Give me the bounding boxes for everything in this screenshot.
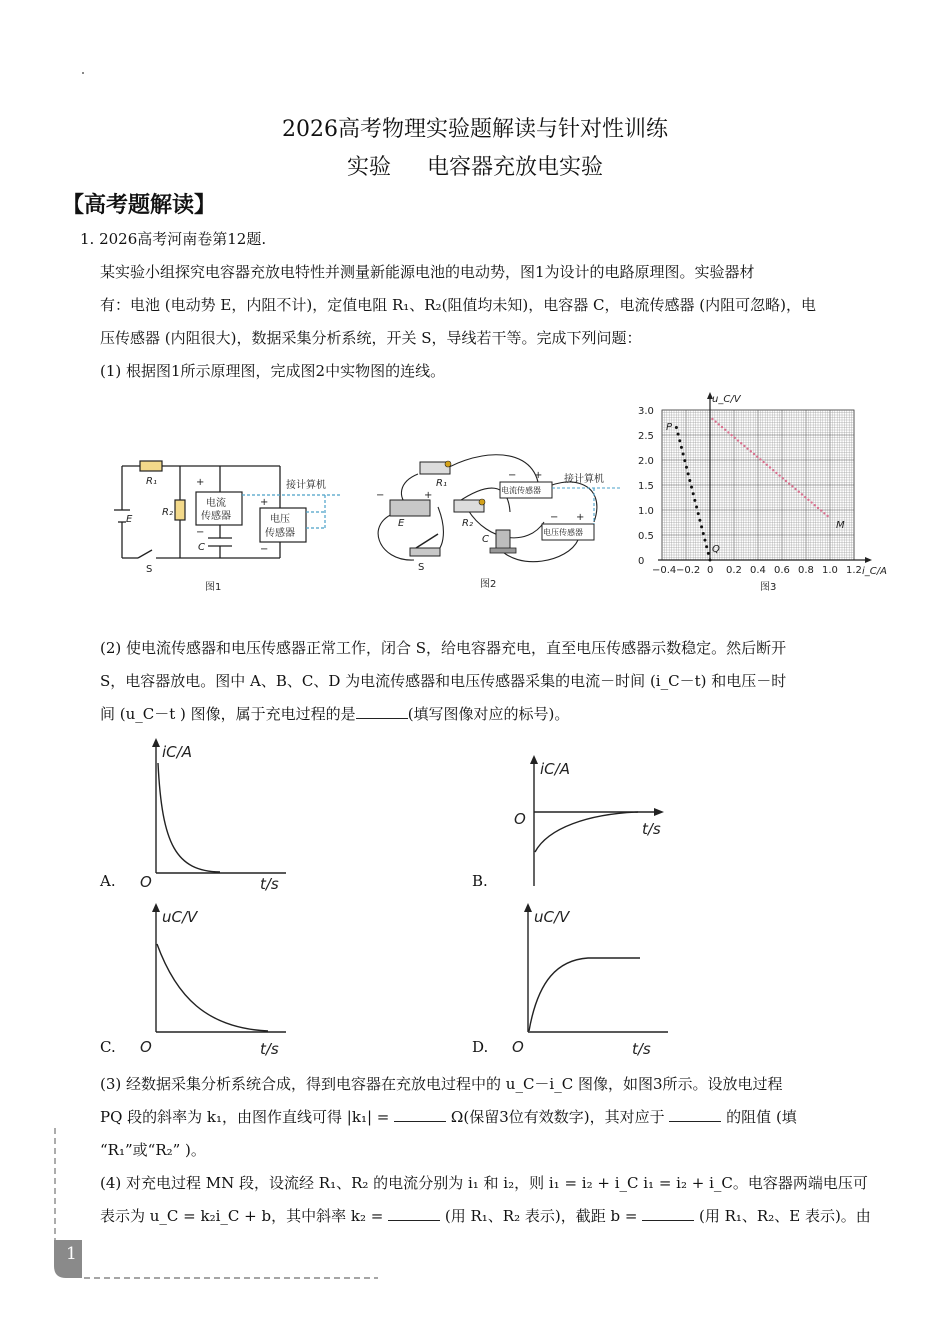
figure-3-graph	[636, 388, 896, 593]
answer-blank-resistor[interactable]	[669, 1107, 721, 1122]
fig3-x-tick: 0.2	[726, 565, 742, 576]
fig3-pq-point	[705, 545, 708, 548]
figure-1-circuit	[100, 440, 360, 595]
fig3-mn-point	[724, 429, 726, 431]
fig3-pq-point	[682, 453, 685, 456]
fig3-mn-point	[820, 509, 822, 511]
paragraph-line-4: (1) 根据图1所示原理图，完成图2中实物图的连线。	[100, 362, 446, 380]
fig3-pq-point	[678, 439, 681, 442]
option-d-ylabel: uC/V	[534, 908, 570, 926]
fig3-x-tick: 0.8	[798, 565, 814, 576]
fig3-mn-point	[801, 493, 803, 495]
stray-dot	[82, 72, 84, 74]
option-c-label[interactable]: C.	[100, 1038, 116, 1056]
fig3-mn-point	[730, 434, 732, 436]
fig2-current-sensor-label: 电流传感器	[501, 486, 541, 495]
answer-blank-b[interactable]	[642, 1206, 694, 1221]
option-c-ylabel: uC/V	[162, 908, 198, 926]
svg-text:+: +	[534, 470, 543, 481]
fig3-mn-point	[756, 456, 758, 458]
fig3-mn-point	[782, 477, 784, 479]
fig2-r2-label: R₂	[462, 518, 473, 529]
fig3-pq-point	[693, 499, 696, 502]
fig3-mn-point	[798, 491, 800, 493]
fig1-r2-label: R₂	[162, 507, 173, 518]
fig3-x-tick: 0.6	[774, 565, 790, 576]
fig3-mn-point	[804, 496, 806, 498]
svg-text:−: −	[196, 527, 205, 538]
fig3-y-tick: 3.0	[638, 406, 654, 417]
fig2-e-label: E	[398, 518, 405, 529]
option-a-xlabel: t/s	[260, 875, 279, 893]
fig1-s-label: S	[146, 564, 153, 575]
answer-blank-part2[interactable]	[356, 704, 408, 719]
fig3-mn-point	[759, 458, 761, 460]
fig1-caption: 图1	[205, 582, 222, 593]
part2-line-3-tail: (填写图像对应的标号)。	[407, 705, 570, 723]
fig3-mn-point	[766, 464, 768, 466]
fig3-mn-point	[814, 504, 816, 506]
svg-text:+: +	[424, 490, 433, 501]
option-a-graph	[136, 735, 296, 895]
fig2-voltage-sensor-label: 电压传感器	[543, 528, 583, 537]
fig3-mn-point	[772, 469, 774, 471]
option-c-xlabel: t/s	[260, 1040, 279, 1058]
part2-line-3-text: 间 (u_C－t ) 图像，属于充电过程的是	[100, 705, 356, 723]
fig3-x-tick: 1.2	[846, 565, 862, 576]
svg-text:−: −	[260, 544, 269, 555]
fig3-mn-point	[823, 512, 825, 514]
fig3-mn-point	[791, 485, 793, 487]
fig3-pq-point	[692, 492, 695, 495]
part4-line-2-a: 表示为 u_C = k₂i_C + b，其中斜率 k₂ =	[100, 1207, 384, 1225]
subtitle-part-b: 电容器充放电实验	[427, 155, 604, 180]
fig3-mn-point	[734, 437, 736, 439]
svg-text:−: −	[550, 512, 559, 523]
option-b-graph	[508, 752, 678, 892]
fig3-pq-point	[698, 519, 701, 522]
fig1-r1-label: R₁	[146, 476, 157, 487]
option-b-origin: O	[514, 810, 526, 828]
option-b-xlabel: t/s	[642, 820, 661, 838]
paragraph-line-3: 压传感器 (内阻很大)，数据采集分析系统，开关 S，导线若干等。完成下列问题：	[100, 329, 642, 347]
fig2-switch	[410, 548, 440, 556]
svg-text:−: −	[376, 490, 385, 501]
fig3-mn-point	[714, 420, 716, 422]
question-number: 1. 2026高考河南卷第12题.	[80, 230, 267, 248]
fig3-point-p-label: P	[666, 422, 673, 433]
svg-text:−: −	[508, 470, 517, 481]
fig3-x-tick: 0.4	[750, 565, 766, 576]
svg-text:+: +	[576, 512, 585, 523]
paragraph-line-2: 有：电池 (电动势 E，内阻不计)，定值电阻 R₁、R₂(阻值均未知)，电容器 C，电流传感器 (内阻可忽略)，电	[100, 296, 816, 314]
fig2-s-label: S	[418, 562, 425, 573]
fig1-r2-resistor	[175, 500, 185, 520]
fig3-pq-point	[675, 426, 678, 429]
fig3-pq-point	[695, 506, 698, 509]
part3-line-2-a: PQ 段的斜率为 k₁，由图作直线可得 |k₁| =	[100, 1108, 390, 1126]
fig3-mn-point	[721, 426, 723, 428]
fig3-pq-point	[677, 433, 680, 436]
fig3-mn-point	[762, 461, 764, 463]
fig1-current-sensor-line2: 传感器	[201, 511, 231, 522]
fig3-pq-point	[685, 466, 688, 469]
fig3-mn-point	[718, 423, 720, 425]
answer-blank-k2[interactable]	[388, 1206, 440, 1221]
part2-line-2: S，电容器放电。图中 A、B、C、D 为电流传感器和电压传感器采集的电流－时间 (i_C－t) 和电压－时	[100, 672, 787, 690]
fig3-y-tick: 1.0	[638, 506, 654, 517]
fig3-point-m-label: M	[836, 520, 845, 531]
fig3-pq-point	[707, 552, 710, 555]
fig3-x-tick: 0	[707, 565, 714, 576]
fig3-mn-point	[746, 447, 748, 449]
fig3-mn-point	[753, 453, 755, 455]
fig3-mn-point	[743, 445, 745, 447]
fig3-pq-point	[688, 479, 691, 482]
fig3-x-axis-arrow	[865, 557, 872, 563]
fig2-computer-label: 接计算机	[564, 474, 604, 485]
part2-line-3	[100, 698, 569, 731]
part4-line-1: (4) 对充电过程 MN 段，设流经 R₁、R₂ 的电流分别为 i₁ 和 i₂，则 i₁ = i₂ + i_C i₁ = i₂ + i_C。电容器两端电压可	[100, 1174, 868, 1192]
fig3-mn-point	[810, 501, 812, 503]
fig1-r1-resistor	[140, 461, 162, 471]
option-d-xlabel: t/s	[632, 1040, 651, 1058]
fig3-mn-point	[778, 474, 780, 476]
option-a-label[interactable]: A.	[100, 872, 116, 890]
fig3-y-tick: 0.5	[638, 531, 654, 542]
fig3-pq-point	[690, 486, 693, 489]
fig1-e-label: E	[126, 514, 133, 525]
fig1-current-sensor-line1: 电流	[206, 498, 226, 509]
fig3-mn-point	[769, 466, 771, 468]
page-title: 2026高考物理实验题解读与针对性训练	[282, 117, 668, 142]
fig2-caption: 图2	[480, 579, 497, 590]
fig1-computer-label: 接计算机	[286, 480, 326, 491]
part4-line-2-b: (用 R₁、R₂ 表示)，截距 b =	[444, 1207, 638, 1225]
fig1-voltage-sensor-line1: 电压	[270, 514, 290, 525]
page-corner-decoration	[52, 1128, 382, 1284]
part3-line-3: “R₁”或“R₂” )。	[100, 1141, 206, 1159]
fig3-mn-point	[794, 488, 796, 490]
fig3-pq-point	[687, 472, 690, 475]
fig3-mn-point	[788, 482, 790, 484]
option-c-graph	[136, 900, 296, 1060]
fig3-mn-point	[727, 431, 729, 433]
part3-line-2-c: 的阻值 (填	[726, 1108, 797, 1126]
svg-text:+: +	[260, 497, 269, 508]
fig3-pq-point	[680, 446, 683, 449]
fig3-mn-point	[750, 450, 752, 452]
option-b-ylabel: iC/A	[540, 760, 570, 778]
fig3-y-tick: 1.5	[638, 481, 654, 492]
answer-blank-k1[interactable]	[394, 1107, 446, 1122]
fig3-pq-point	[702, 532, 705, 535]
fig1-c-label: C	[198, 542, 205, 553]
option-a-ylabel: iC/A	[162, 743, 192, 761]
fig3-y-tick: 2.0	[638, 456, 654, 467]
part4-line-2-c: (用 R₁、R₂、E 表示)。由	[699, 1207, 871, 1225]
svg-text:+: +	[196, 477, 205, 488]
fig2-battery	[390, 500, 430, 516]
option-a-origin: O	[140, 873, 152, 891]
option-d-label[interactable]: D.	[472, 1038, 489, 1056]
fig3-mn-point	[785, 480, 787, 482]
option-c-origin: O	[140, 1038, 152, 1056]
fig2-r1-label: R₁	[436, 478, 447, 489]
fig3-x-tick: −0.4	[652, 565, 677, 576]
fig3-y-tick: 0	[638, 556, 645, 567]
option-d-graph	[508, 900, 678, 1060]
fig3-mn-point	[826, 515, 828, 517]
fig3-x-tick: 1.0	[822, 565, 838, 576]
fig1-voltage-sensor-line2: 传感器	[265, 528, 295, 539]
fig3-mn-point	[711, 418, 713, 420]
fig3-point-q-label: Q	[712, 544, 720, 555]
paragraph-line-1: 某实验小组探究电容器充放电特性并测量新能源电池的电动势，图1为设计的电路原理图。实验器材	[100, 263, 755, 281]
fig3-mn-point	[740, 442, 742, 444]
fig3-pq-point	[697, 512, 700, 515]
fig3-x-label: i_C/A	[862, 566, 887, 577]
part2-line-1: (2) 使电流传感器和电压传感器正常工作，闭合 S，给电容器充电，直至电压传感器示数稳定。然后断开	[100, 639, 787, 657]
page-subtitle	[0, 150, 950, 181]
option-d-origin: O	[512, 1038, 524, 1056]
fig3-mn-point	[775, 472, 777, 474]
subtitle-part-a: 实验	[346, 155, 391, 180]
fig3-y-tick: 2.5	[638, 431, 654, 442]
fig3-pq-point	[709, 559, 712, 562]
fig2-capacitor	[496, 530, 510, 550]
page-number: 1	[66, 1244, 77, 1264]
section-heading: 【高考题解读】	[62, 192, 217, 218]
figure-2-wiring	[368, 442, 628, 597]
fig3-mn-point	[807, 499, 809, 501]
fig3-caption: 图3	[760, 582, 777, 593]
fig3-x-tick: −0.2	[676, 565, 701, 576]
fig2-c-label: C	[482, 534, 489, 545]
fig3-pq-point	[703, 539, 706, 542]
option-b-label[interactable]: B.	[472, 872, 488, 890]
fig3-mn-point	[817, 507, 819, 509]
fig3-mn-point	[737, 439, 739, 441]
part3-line-2-b: Ω(保留3位有效数字)，其对应于	[450, 1108, 665, 1126]
part3-line-1: (3) 经数据采集分析系统合成，得到电容器在充放电过程中的 u_C－i_C 图像，如图3所示。设放电过程	[100, 1075, 783, 1093]
fig3-pq-point	[683, 459, 686, 462]
fig3-y-label: u_C/V	[712, 394, 741, 405]
fig3-pq-point	[700, 525, 703, 528]
